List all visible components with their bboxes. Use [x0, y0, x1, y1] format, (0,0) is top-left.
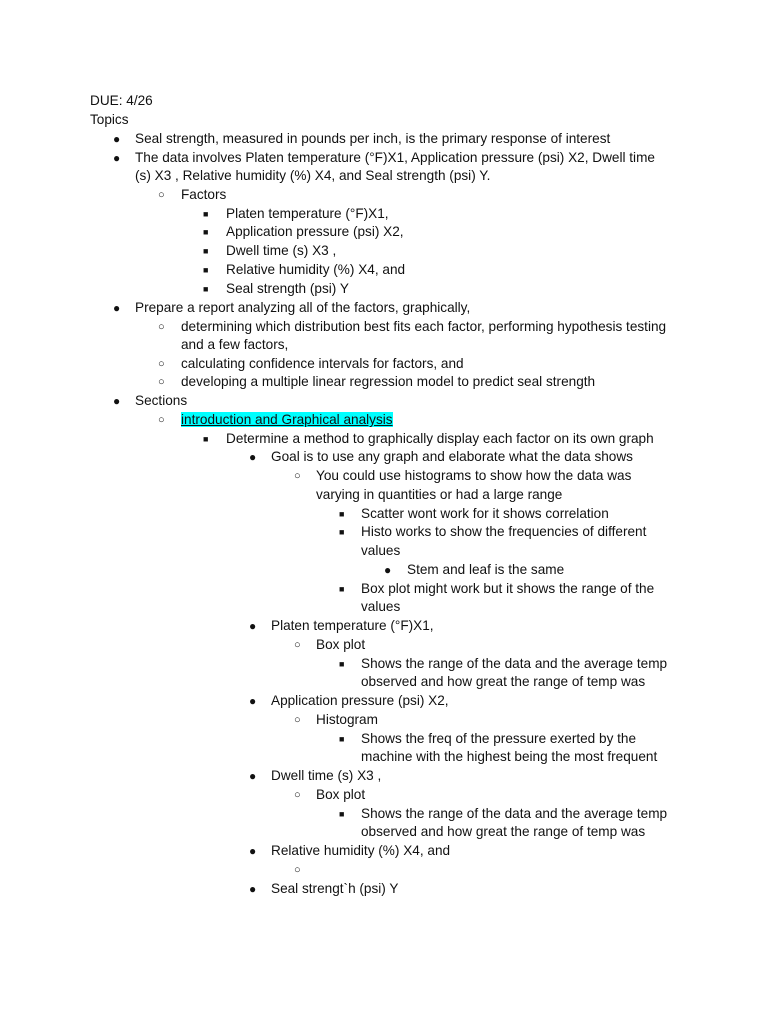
topics-heading: Topics	[90, 112, 129, 127]
disc-bullet-icon: ●	[113, 132, 121, 146]
square-bullet-icon: ■	[339, 659, 345, 669]
outline-line: Box plot	[316, 787, 366, 802]
outline-line: varying in quantities or had a large range	[316, 487, 563, 502]
disc-bullet-icon: ●	[249, 844, 257, 858]
disc-bullet-icon: ●	[113, 151, 121, 165]
outline-line: Relative humidity (%) X4, and	[271, 843, 451, 858]
highlighted-section-link[interactable]	[181, 411, 393, 430]
circle-bullet-icon: ○	[158, 358, 165, 370]
outline-line: Shows the range of the data and the average temp	[361, 656, 668, 671]
square-bullet-icon: ■	[203, 434, 209, 444]
circle-bullet-icon: ○	[158, 376, 165, 388]
circle-bullet-icon: ○	[158, 321, 165, 333]
disc-bullet-icon: ●	[249, 882, 257, 896]
outline-line: observed and how great the range of temp was	[361, 674, 646, 689]
circle-bullet-icon: ○	[294, 470, 301, 482]
outline-line: determining which distribution best fits each factor, performing hypothesis testing	[181, 319, 667, 334]
outline-line: Platen temperature (°F)X1,	[271, 618, 434, 633]
disc-bullet-icon: ●	[249, 450, 257, 464]
outline-line: Sections	[135, 393, 188, 408]
outline-line: Scatter wont work for it shows correlation	[361, 506, 609, 521]
outline-line: values	[361, 599, 401, 614]
square-bullet-icon: ■	[203, 265, 209, 275]
outline-line: (s) X3 , Relative humidity (%) X4, and Seal strength (psi) Y.	[135, 168, 491, 183]
outline-line: Shows the freq of the pressure exerted by the	[361, 731, 637, 746]
outline-line: Histo works to show the frequencies of different	[361, 524, 647, 539]
disc-bullet-icon: ●	[113, 301, 121, 315]
outline-line: Application pressure (psi) X2,	[226, 224, 404, 239]
outline-line: Seal strength (psi) Y	[226, 281, 349, 296]
outline-line: observed and how great the range of temp was	[361, 824, 646, 839]
square-bullet-icon: ■	[339, 584, 345, 594]
highlighted-text[interactable]: introduction and Graphical analysis	[181, 412, 393, 427]
square-bullet-icon: ■	[339, 527, 345, 537]
square-bullet-icon: ■	[203, 209, 209, 219]
disc-bullet-icon: ●	[384, 563, 392, 577]
outline-line: The data involves Platen temperature (°F)X1, Application pressure (psi) X2, Dwell time	[135, 150, 655, 165]
outline-line: Box plot	[316, 637, 366, 652]
circle-bullet-icon: ○	[294, 864, 301, 876]
outline-line: Platen temperature (°F)X1,	[226, 206, 389, 221]
circle-bullet-icon: ○	[294, 714, 301, 726]
square-bullet-icon: ■	[339, 734, 345, 744]
outline-line: calculating confidence intervals for factors, and	[181, 356, 464, 371]
square-bullet-icon: ■	[339, 509, 345, 519]
outline-line: Goal is to use any graph and elaborate what the data shows	[271, 449, 633, 464]
outline-line: developing a multiple linear regression model to predict seal strength	[181, 374, 596, 389]
disc-bullet-icon: ●	[249, 619, 257, 633]
outline-line: machine with the highest being the most frequent	[361, 749, 658, 764]
outline-line: Seal strengt`h (psi) Y	[271, 881, 399, 896]
circle-bullet-icon: ○	[158, 414, 165, 426]
outline-line: Shows the range of the data and the average temp	[361, 806, 668, 821]
outline-line: Histogram	[316, 712, 378, 727]
outline-line: Relative humidity (%) X4, and	[226, 262, 406, 277]
outline-line: Application pressure (psi) X2,	[271, 693, 449, 708]
square-bullet-icon: ■	[339, 809, 345, 819]
circle-bullet-icon: ○	[294, 789, 301, 801]
outline-line: Dwell time (s) X3 ,	[271, 768, 382, 783]
outline-line: You could use histograms to show how the data was	[316, 468, 632, 483]
outline-line: Factors	[181, 187, 227, 202]
outline-line: values	[361, 543, 401, 558]
outline-line: Dwell time (s) X3 ,	[226, 243, 337, 258]
outline-line: Stem and leaf is the same	[407, 562, 565, 577]
square-bullet-icon: ■	[203, 246, 209, 256]
outline-line: and a few factors,	[181, 337, 289, 352]
disc-bullet-icon: ●	[249, 694, 257, 708]
circle-bullet-icon: ○	[158, 189, 165, 201]
outline-line: Box plot might work but it shows the range of the	[361, 581, 655, 596]
due-date: DUE: 4/26	[90, 93, 153, 108]
circle-bullet-icon: ○	[294, 639, 301, 651]
outline-line: Prepare a report analyzing all of the factors, graphically,	[135, 300, 471, 315]
disc-bullet-icon: ●	[249, 769, 257, 783]
square-bullet-icon: ■	[203, 284, 209, 294]
outline-line: Determine a method to graphically display each factor on its own graph	[226, 431, 654, 446]
disc-bullet-icon: ●	[113, 394, 121, 408]
square-bullet-icon: ■	[203, 227, 209, 237]
outline-line: Seal strength, measured in pounds per inch, is the primary response of interest	[135, 131, 611, 146]
